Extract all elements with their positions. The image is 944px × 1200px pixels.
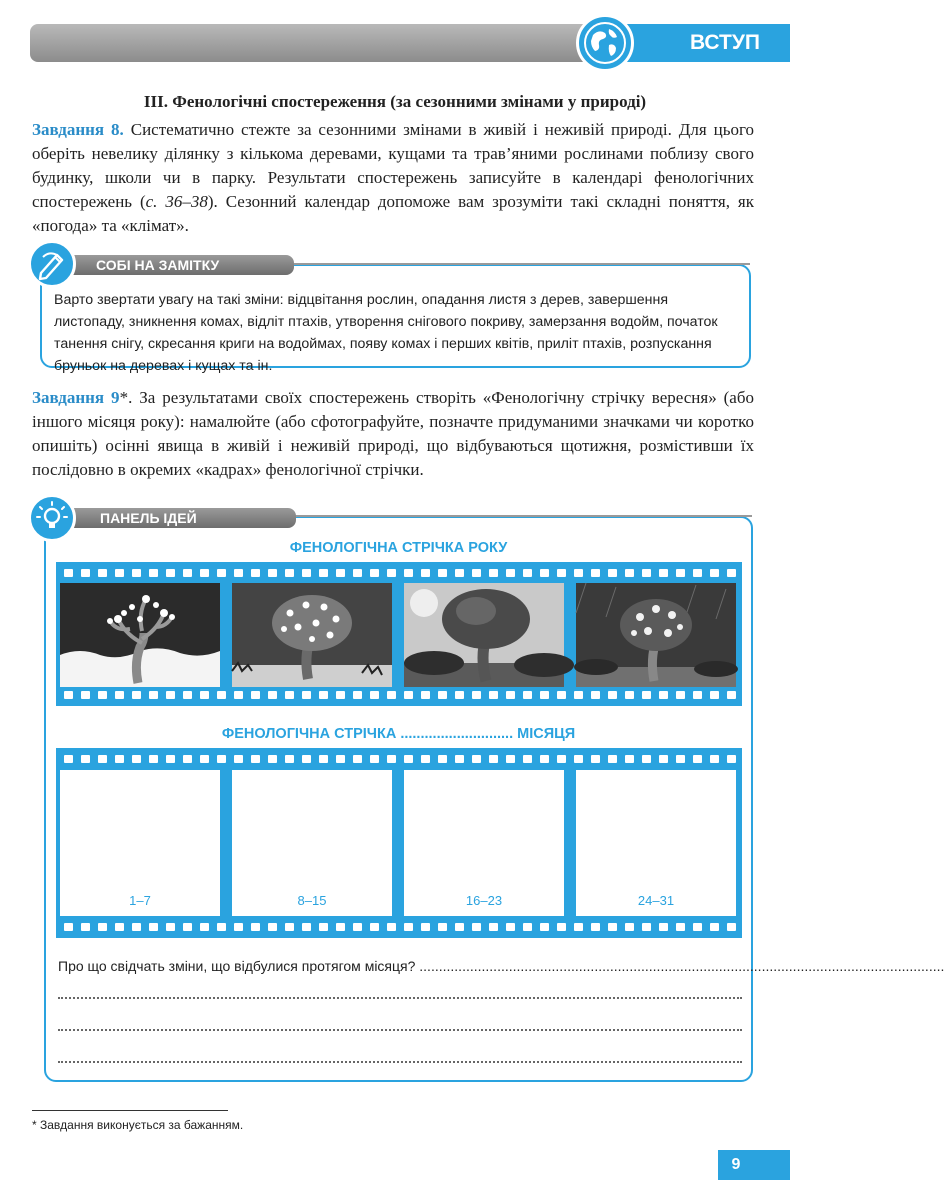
film-sprocket-hole (302, 923, 311, 931)
film-sprocket-hole (115, 691, 124, 699)
question-line: Про що свідчать зміни, що відбулися протягом місяця? ....................................................................................................................................... (58, 958, 944, 974)
film-sprocket-hole (489, 569, 498, 577)
film-sprocket-hole (370, 923, 379, 931)
film-sprocket-hole (166, 755, 175, 763)
film-sprocket-hole (438, 923, 447, 931)
film-sprocket-hole (234, 691, 243, 699)
film-sprocket-hole (523, 691, 532, 699)
film-sprocket-hole (608, 691, 617, 699)
film-sprocket-hole (710, 923, 719, 931)
film-sprocket-hole (217, 691, 226, 699)
month-film-strip (56, 748, 742, 938)
frame-summer (404, 583, 564, 687)
film-sprocket-hole (625, 691, 634, 699)
film-sprocket-hole (166, 569, 175, 577)
film-sprocket-hole (659, 569, 668, 577)
film-sprocket-hole (200, 691, 209, 699)
film-sprocket-hole (336, 755, 345, 763)
film-sprocket-hole (132, 569, 141, 577)
film-sprocket-hole (540, 569, 549, 577)
answer-line-3[interactable] (58, 1059, 742, 1063)
film-sprocket-hole (115, 569, 124, 577)
film-sprocket-hole (676, 923, 685, 931)
film-sprocket-hole (676, 569, 685, 577)
film-sprocket-hole (574, 923, 583, 931)
film-sprocket-hole (166, 923, 175, 931)
film-sprocket-hole (540, 691, 549, 699)
lightbulb-icon (31, 497, 73, 539)
film-sprocket-hole (217, 923, 226, 931)
film-sprocket-hole (642, 755, 651, 763)
film-sprocket-hole (472, 755, 481, 763)
answer-line-1[interactable] (58, 995, 742, 999)
film-sprocket-hole (302, 569, 311, 577)
film-sprocket-hole (81, 569, 90, 577)
film-sprocket-hole (540, 755, 549, 763)
film-sprocket-hole (659, 923, 668, 931)
footnote-star: * (32, 1118, 37, 1132)
film-sprocket-hole (285, 923, 294, 931)
film-sprocket-hole (64, 691, 73, 699)
film-sprocket-hole (540, 923, 549, 931)
film-sprocket-hole (693, 755, 702, 763)
frame-week-4[interactable] (576, 770, 736, 916)
task-8-page-ref: с. 36–38 (145, 192, 208, 211)
ideas-title: ПАНЕЛЬ ІДЕЙ (70, 508, 296, 528)
frame-week-3-label: 16–23 (465, 893, 503, 908)
film-sprocket-hole (183, 755, 192, 763)
film-sprocket-hole (183, 569, 192, 577)
frame-week-2-label: 8–15 (297, 893, 327, 908)
film-sprocket-hole (132, 755, 141, 763)
film-sprocket-hole (336, 691, 345, 699)
ideas-badge (28, 494, 76, 542)
film-sprocket-hole (727, 923, 736, 931)
film-sprocket-hole (506, 923, 515, 931)
film-sprocket-hole (268, 691, 277, 699)
film-sprocket-hole (183, 691, 192, 699)
footnote-rule (32, 1110, 228, 1111)
film-sprocket-hole (370, 755, 379, 763)
film-sprocket-hole (404, 755, 413, 763)
note-divider (290, 263, 750, 265)
film-sprocket-hole (404, 691, 413, 699)
film-sprocket-hole (557, 755, 566, 763)
film-sprocket-hole (421, 691, 430, 699)
film-sprocket-hole (421, 569, 430, 577)
film-sprocket-hole (217, 569, 226, 577)
film-sprocket-hole (557, 923, 566, 931)
film-sprocket-hole (608, 755, 617, 763)
film-sprocket-hole (438, 691, 447, 699)
film-sprocket-hole (319, 569, 328, 577)
film-sprocket-hole (710, 755, 719, 763)
film-sprocket-hole (506, 691, 515, 699)
film-sprocket-hole (489, 755, 498, 763)
film-sprocket-hole (642, 569, 651, 577)
film-sprocket-hole (693, 569, 702, 577)
frame-week-1[interactable] (60, 770, 220, 916)
film-sprocket-hole (200, 755, 209, 763)
film-sprocket-hole (421, 755, 430, 763)
film-sprocket-hole (472, 569, 481, 577)
film-sprocket-hole (506, 569, 515, 577)
film-sprocket-hole (591, 923, 600, 931)
footnote (32, 1118, 243, 1132)
film-sprocket-hole (710, 691, 719, 699)
film-sprocket-hole (421, 923, 430, 931)
film-sprocket-hole (336, 569, 345, 577)
film-sprocket-hole (370, 569, 379, 577)
film-sprocket-hole (489, 923, 498, 931)
film-sprocket-hole (319, 691, 328, 699)
film-sprocket-hole (591, 691, 600, 699)
frame-week-2[interactable] (232, 770, 392, 916)
film-sprocket-hole (217, 755, 226, 763)
film-sprocket-hole (455, 569, 464, 577)
film-sprocket-hole (455, 923, 464, 931)
film-sprocket-hole (727, 755, 736, 763)
frame-autumn (576, 583, 736, 687)
frame-week-3[interactable] (404, 770, 564, 916)
task-9-label: Завдання 9 (32, 388, 120, 407)
task-8-label: Завдання 8. (32, 120, 124, 139)
film-sprocket-hole (166, 691, 175, 699)
film-sprocket-hole (149, 569, 158, 577)
film-sprocket-hole (608, 923, 617, 931)
film-sprocket-hole (387, 755, 396, 763)
film-sprocket-hole (98, 569, 107, 577)
film-sprocket-hole (285, 755, 294, 763)
film-sprocket-hole (710, 569, 719, 577)
film-sprocket-hole (472, 691, 481, 699)
film-sprocket-hole (676, 691, 685, 699)
month-strip-title: ФЕНОЛОГІЧНА СТРІЧКА ............................ МІСЯЦЯ (221, 726, 576, 742)
film-sprocket-hole (387, 569, 396, 577)
film-sprocket-hole (336, 923, 345, 931)
frame-week-4-label: 24–31 (637, 893, 675, 908)
film-sprocket-hole (234, 569, 243, 577)
film-sprocket-hole (523, 755, 532, 763)
film-sprocket-hole (693, 923, 702, 931)
task-9-paragraph (32, 386, 754, 482)
film-sprocket-hole (438, 569, 447, 577)
film-sprocket-hole (506, 755, 515, 763)
film-sprocket-hole (642, 923, 651, 931)
film-sprocket-hole (523, 569, 532, 577)
film-sprocket-hole (149, 755, 158, 763)
film-sprocket-hole (115, 755, 124, 763)
film-sprocket-hole (659, 755, 668, 763)
film-sprocket-hole (659, 691, 668, 699)
header-section-title: ВСТУП (690, 31, 760, 54)
film-sprocket-hole (200, 923, 209, 931)
film-sprocket-hole (404, 923, 413, 931)
year-strip-title: ФЕНОЛОГІЧНА СТРІЧКА РОКУ (289, 540, 508, 556)
film-sprocket-hole (251, 755, 260, 763)
task-8-text: Систематично стежте за сезонними змінами в живій і неживій природі. Для цього оберіть невелику ділянку з кількома деревами, кущами та трав’яними рослинами поблизу свого будинку, школи чи в парку. Результати спостережень записуйте в календарі фенологічних спостережень ( (32, 120, 754, 211)
film-sprocket-hole (353, 923, 362, 931)
film-sprocket-hole (302, 691, 311, 699)
page-number: 9 (731, 1156, 741, 1173)
film-sprocket-hole (98, 923, 107, 931)
film-sprocket-hole (591, 755, 600, 763)
film-sprocket-hole (132, 923, 141, 931)
film-sprocket-hole (98, 691, 107, 699)
answer-line-2[interactable] (58, 1027, 742, 1031)
task-8-text-end: ). Сезонний календар допоможе вам зрозуміти такі складні поняття, як «погода» та «клімат». (32, 192, 754, 235)
film-sprocket-hole (625, 569, 634, 577)
film-sprocket-hole (268, 923, 277, 931)
film-sprocket-hole (455, 755, 464, 763)
film-sprocket-hole (200, 569, 209, 577)
film-sprocket-hole (319, 923, 328, 931)
film-sprocket-hole (64, 923, 73, 931)
film-sprocket-hole (183, 923, 192, 931)
note-text: Варто звертати увагу на такі зміни: відцвітання рослин, опадання листя з дерев, завершення листопаду, зникнення комах, відліт птахів, утворення снігового покриву, замерзання водойм, початок танення снігу, скресання криги на водоймах, появу комах і перших квітів, приліт птахів, розпускання бруньок на деревах і кущах та ін. (54, 292, 718, 374)
pencil-icon (31, 243, 73, 285)
film-sprocket-hole (64, 755, 73, 763)
film-sprocket-hole (625, 755, 634, 763)
film-sprocket-hole (676, 755, 685, 763)
film-sprocket-hole (81, 755, 90, 763)
film-sprocket-hole (472, 923, 481, 931)
film-sprocket-hole (81, 691, 90, 699)
note-badge (28, 240, 76, 288)
film-sprocket-hole (404, 569, 413, 577)
film-sprocket-hole (591, 569, 600, 577)
film-sprocket-hole (319, 755, 328, 763)
globe-icon (576, 14, 634, 72)
film-sprocket-hole (370, 691, 379, 699)
film-sprocket-hole (268, 569, 277, 577)
section-heading: ІІІ. Фенологічні спостереження (за сезонними змінами у природі) (143, 92, 647, 111)
film-sprocket-hole (574, 755, 583, 763)
film-sprocket-hole (98, 755, 107, 763)
film-sprocket-hole (387, 923, 396, 931)
film-sprocket-hole (642, 691, 651, 699)
film-sprocket-hole (727, 569, 736, 577)
film-sprocket-hole (387, 691, 396, 699)
film-sprocket-hole (149, 923, 158, 931)
film-sprocket-hole (81, 923, 90, 931)
film-sprocket-hole (353, 691, 362, 699)
note-title: СОБІ НА ЗАМІТКУ (66, 255, 294, 275)
header-bar (30, 24, 670, 62)
film-sprocket-hole (438, 755, 447, 763)
frame-week-1-label: 1–7 (129, 893, 151, 908)
film-sprocket-hole (625, 923, 634, 931)
film-sprocket-hole (285, 569, 294, 577)
film-sprocket-hole (64, 569, 73, 577)
film-sprocket-hole (455, 691, 464, 699)
film-sprocket-hole (251, 569, 260, 577)
footnote-text: Завдання виконується за бажанням. (36, 1118, 244, 1132)
film-sprocket-hole (693, 691, 702, 699)
film-sprocket-hole (523, 923, 532, 931)
film-sprocket-hole (302, 755, 311, 763)
film-sprocket-hole (353, 755, 362, 763)
film-sprocket-hole (149, 691, 158, 699)
film-sprocket-hole (285, 691, 294, 699)
year-film-strip (56, 562, 742, 706)
film-sprocket-hole (557, 691, 566, 699)
film-sprocket-hole (115, 923, 124, 931)
film-sprocket-hole (234, 923, 243, 931)
task-9-text: За результатами своїх спостережень створіть «Фенологічну стрічку вересня» (або іншого місяця року): намалюйте (або сфотографуйте, позначте придуманими значками чи коротко опишіть) осінні явища в живій і неживій природі, що відбуваються щотижня, розмістивши їх послідовно в окремих «кадрах» фенологічної стрічки. (32, 388, 754, 479)
film-sprocket-hole (251, 923, 260, 931)
film-sprocket-hole (557, 569, 566, 577)
film-sprocket-hole (251, 691, 260, 699)
film-sprocket-hole (574, 569, 583, 577)
film-sprocket-hole (353, 569, 362, 577)
task-9-star: *. (119, 388, 133, 407)
frame-winter (60, 583, 220, 687)
film-sprocket-hole (574, 691, 583, 699)
film-sprocket-hole (268, 755, 277, 763)
film-sprocket-hole (727, 691, 736, 699)
film-sprocket-hole (132, 691, 141, 699)
ideas-divider (292, 515, 752, 517)
task-8-paragraph (32, 118, 754, 238)
film-sprocket-hole (608, 569, 617, 577)
film-sprocket-hole (489, 691, 498, 699)
frame-spring (232, 583, 392, 687)
film-sprocket-hole (234, 755, 243, 763)
